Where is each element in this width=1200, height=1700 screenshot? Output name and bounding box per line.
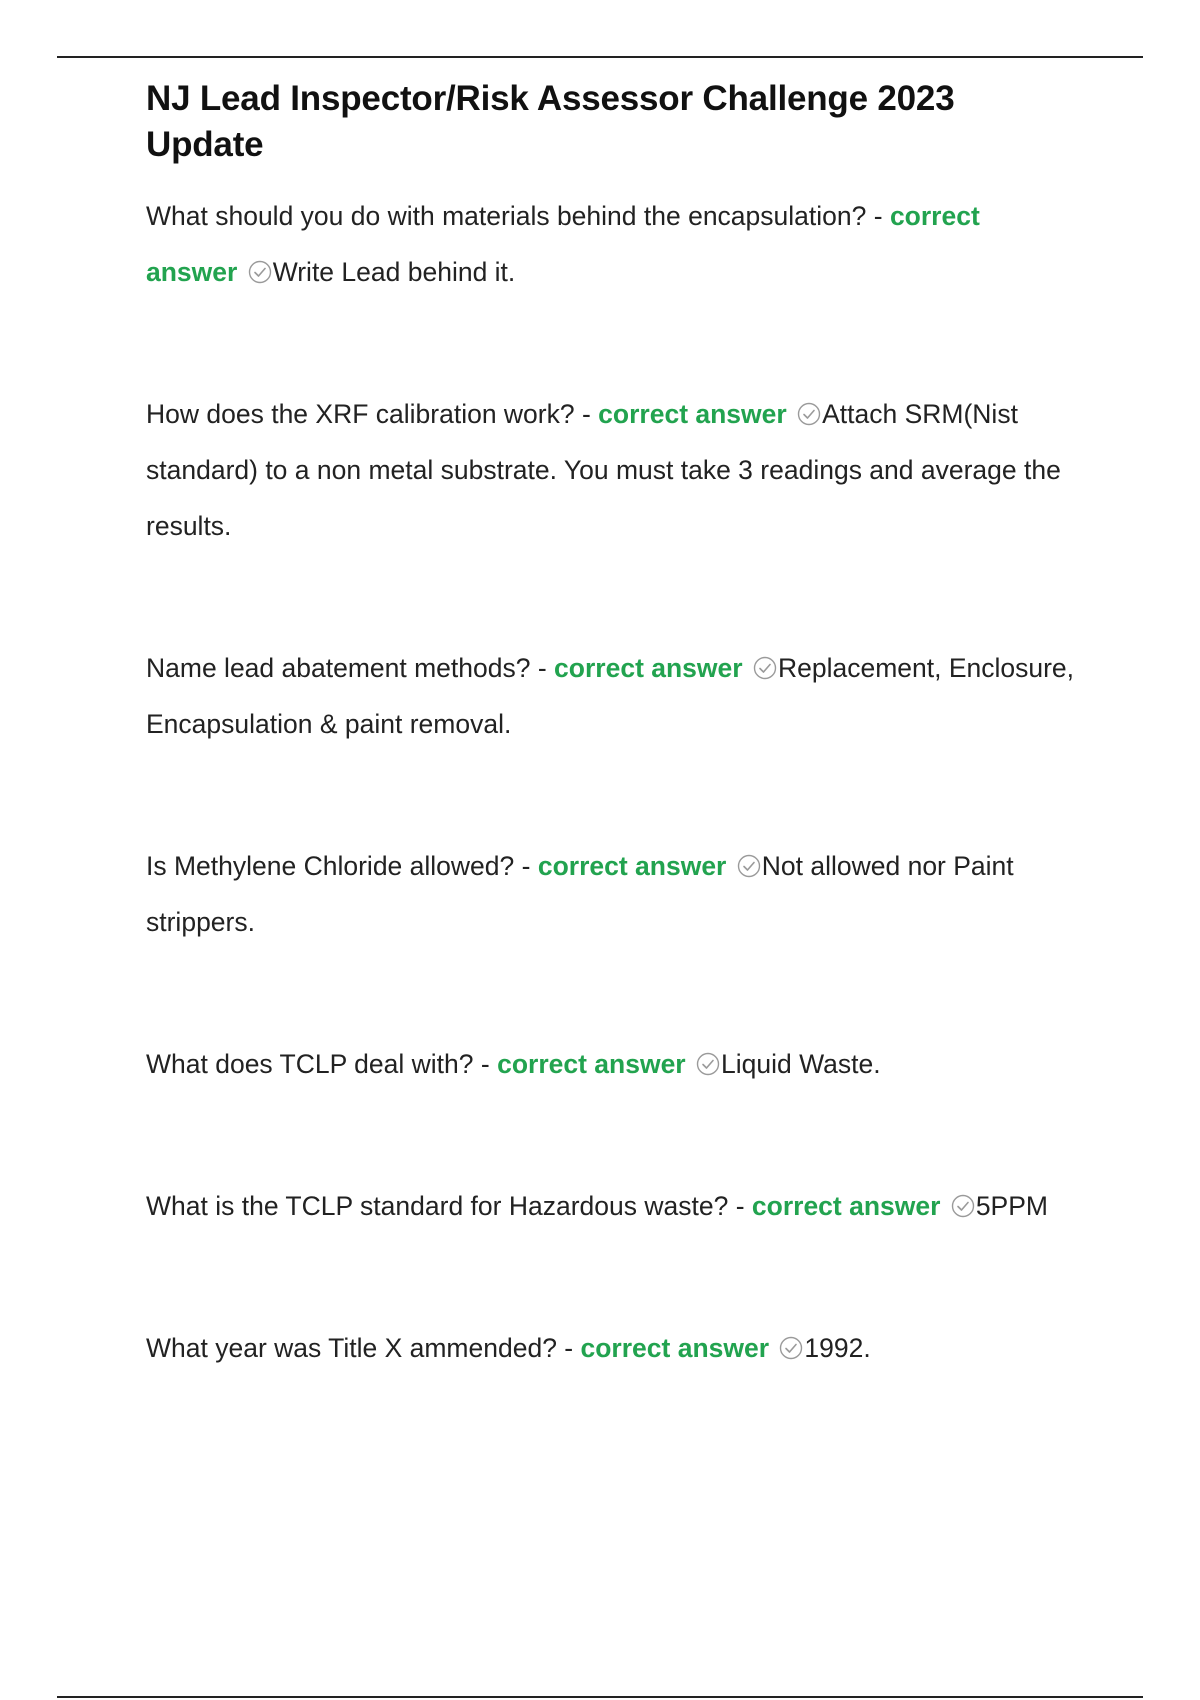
correct-answer-label: correct answer [554, 653, 743, 683]
separator: - [866, 201, 890, 231]
correct-answer-label: correct answer [146, 201, 980, 287]
answer-text: Write Lead behind it. [272, 257, 516, 287]
check-circle-icon [753, 656, 777, 680]
answer-text: Attach SRM(Nist standard) to a non metal substrate. You must take 3 readings and average the results. [146, 399, 1061, 541]
question-text: What year was Title X ammended? [146, 1333, 557, 1363]
answer-text: Not allowed nor Paint strippers. [146, 851, 1014, 937]
bottom-rule [57, 1696, 1143, 1698]
answer-text: 1992. [804, 1333, 871, 1363]
top-rule [57, 56, 1143, 58]
question-text: Name lead abatement methods? [146, 653, 531, 683]
check-circle-icon [951, 1194, 975, 1218]
question-text: What does TCLP deal with? [146, 1049, 474, 1079]
qa-item [146, 188, 1076, 300]
qa-item [146, 640, 1076, 752]
question-text: What should you do with materials behind the encapsulation? [146, 201, 867, 231]
qa-item [146, 838, 1076, 950]
question-text: How does the XRF calibration work? [146, 399, 575, 429]
separator: - [473, 1049, 498, 1079]
question-text: Is Methylene Chloride allowed? [146, 851, 515, 881]
separator: - [574, 399, 599, 429]
check-circle-icon [797, 402, 821, 426]
answer-text: 5PPM [975, 1191, 1048, 1221]
answer-text: Liquid Waste. [721, 1049, 881, 1079]
check-circle-icon [248, 260, 272, 284]
check-circle-icon [737, 854, 761, 878]
qa-item [146, 386, 1076, 554]
qa-item [146, 1178, 1076, 1234]
separator: - [530, 653, 555, 683]
correct-answer-label: correct answer [537, 851, 727, 881]
question-text: What is the TCLP standard for Hazardous waste? [146, 1191, 729, 1221]
correct-answer-label: correct answer [580, 1333, 770, 1363]
check-circle-icon [696, 1052, 720, 1076]
qa-list [146, 188, 1076, 1376]
separator: - [728, 1191, 752, 1221]
separator: - [514, 851, 538, 881]
check-circle-icon [779, 1336, 803, 1360]
qa-item [146, 1036, 1076, 1092]
document-title: NJ Lead Inspector/Risk Assessor Challenge 2023 Update [146, 79, 955, 164]
answer-text: Replacement, Enclosure, Encapsulation & paint removal. [146, 653, 1075, 739]
separator: - [556, 1333, 581, 1363]
correct-answer-label: correct answer [751, 1191, 941, 1221]
correct-answer-label: correct answer [598, 399, 787, 429]
qa-item [146, 1320, 1076, 1376]
correct-answer-label: correct answer [497, 1049, 686, 1079]
document-body [146, 76, 1076, 1462]
